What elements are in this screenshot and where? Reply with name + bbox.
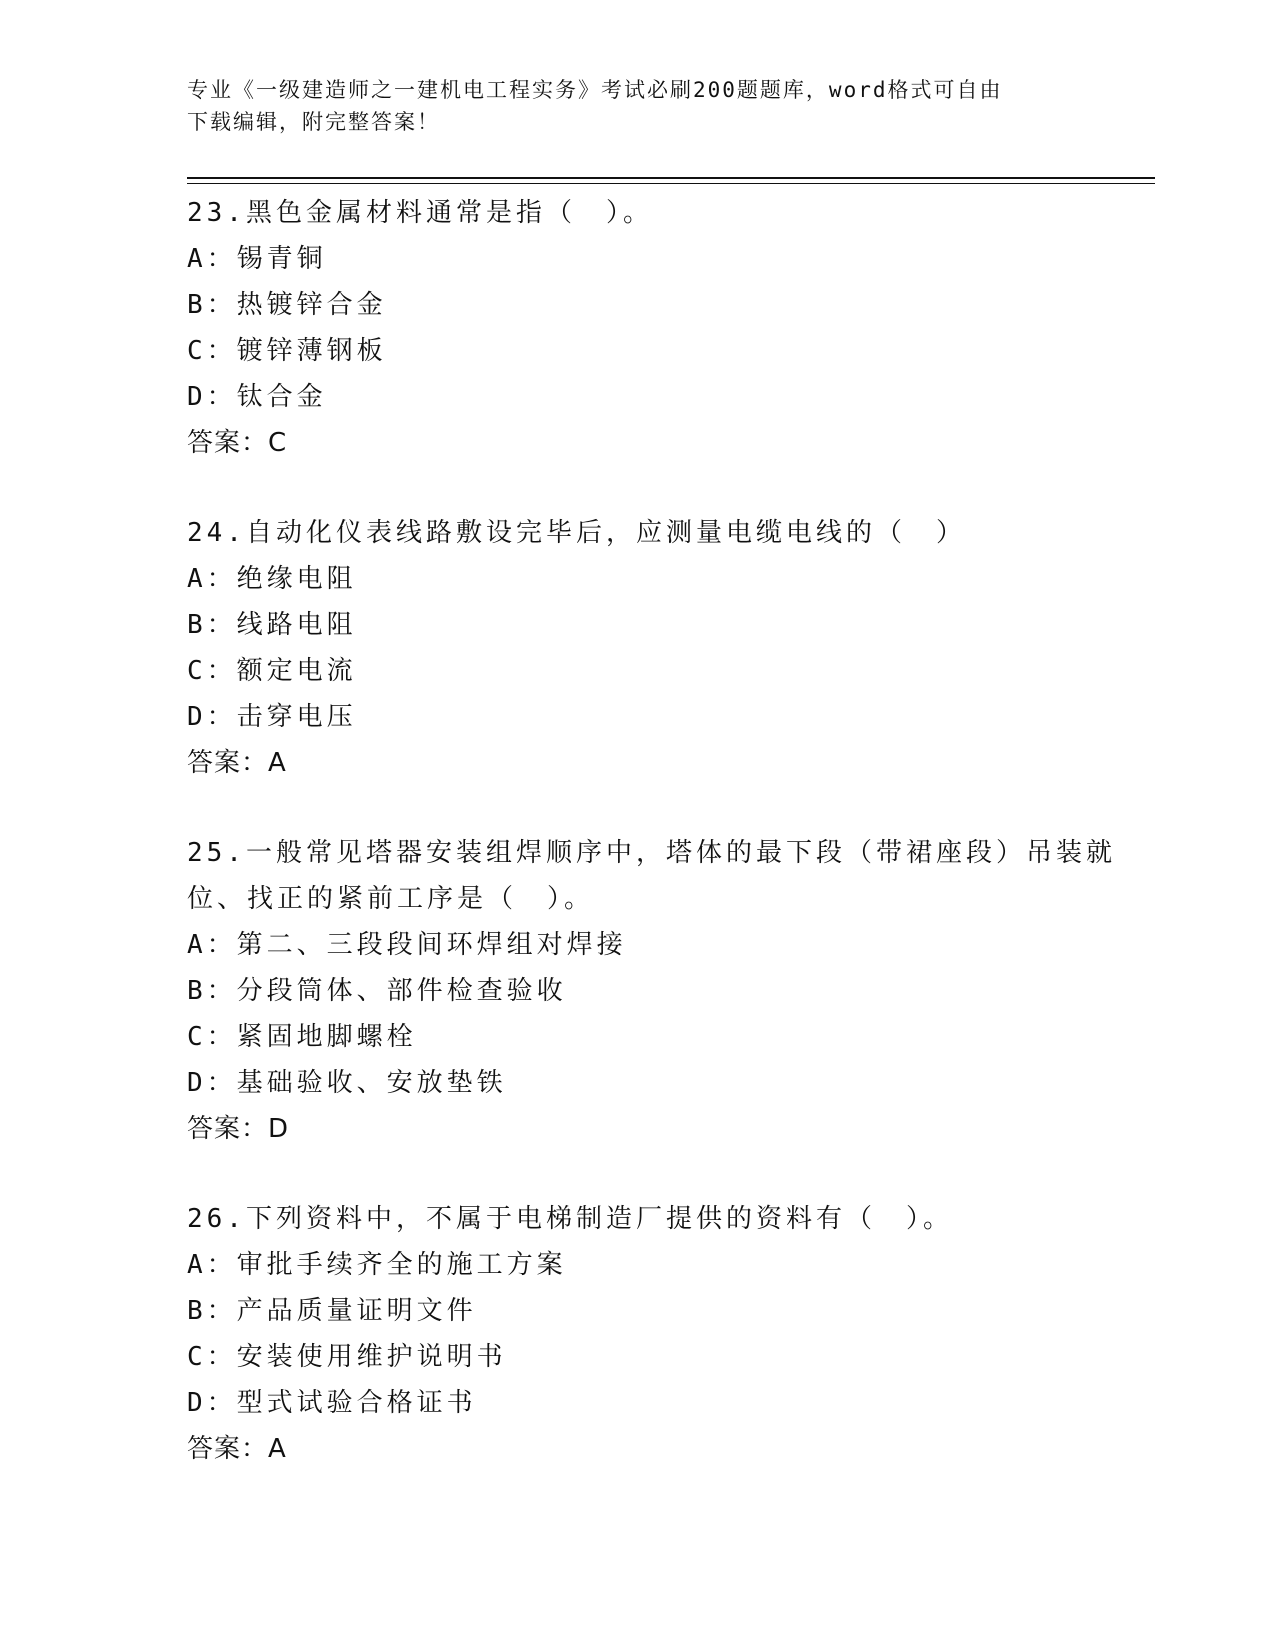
answer: 答案：C xyxy=(187,428,288,458)
option-b: B：分段筒体、部件检查验收 xyxy=(187,976,567,1006)
option-c: C：镀锌薄钢板 xyxy=(187,336,387,366)
question-text: 26.下列资料中，不属于电梯制造厂提供的资料有（ ）。 xyxy=(187,1204,953,1234)
header-divider-thick xyxy=(187,177,1155,179)
question-24 xyxy=(187,510,1137,786)
option-b: B：线路电阻 xyxy=(187,610,357,640)
question-text-line-2: 位、找正的紧前工序是（ ）。 xyxy=(187,884,595,914)
answer: 答案：A xyxy=(187,1434,287,1464)
question-23 xyxy=(187,190,1137,466)
option-c: C：紧固地脚螺栓 xyxy=(187,1022,417,1052)
option-a: A：第二、三段段间环焊组对焊接 xyxy=(187,930,627,960)
question-text: 24.自动化仪表线路敷设完毕后，应测量电缆电线的（ ） xyxy=(187,518,966,548)
question-gap xyxy=(187,1152,1137,1196)
header-line-1: 专业《一级建造师之一建机电工程实务》考试必刷200题题库，word格式可自由 xyxy=(187,78,1003,102)
option-d: D：击穿电压 xyxy=(187,702,357,732)
question-text: 23.黑色金属材料通常是指（ ）。 xyxy=(187,198,653,228)
option-a: A：审批手续齐全的施工方案 xyxy=(187,1250,567,1280)
option-d: D：钛合金 xyxy=(187,382,327,412)
option-c: C：额定电流 xyxy=(187,656,357,686)
header-line-2: 下载编辑，附完整答案！ xyxy=(187,110,440,134)
answer: 答案：D xyxy=(187,1114,290,1144)
option-c: C：安装使用维护说明书 xyxy=(187,1342,507,1372)
option-b: B：产品质量证明文件 xyxy=(187,1296,477,1326)
question-list xyxy=(187,190,1137,1472)
question-gap xyxy=(187,786,1137,830)
page-header xyxy=(187,74,1087,138)
option-d: D：型式试验合格证书 xyxy=(187,1388,477,1418)
option-b: B：热镀锌合金 xyxy=(187,290,387,320)
option-a: A：绝缘电阻 xyxy=(187,564,357,594)
question-text-line-1: 25.一般常见塔器安装组焊顺序中，塔体的最下段（带裙座段）吊装就 xyxy=(187,838,1116,868)
answer: 答案：A xyxy=(187,748,287,778)
header-divider-thin xyxy=(187,183,1155,184)
option-d: D：基础验收、安放垫铁 xyxy=(187,1068,507,1098)
question-25 xyxy=(187,830,1137,1152)
option-a: A：锡青铜 xyxy=(187,244,327,274)
question-26 xyxy=(187,1196,1137,1472)
question-gap xyxy=(187,466,1137,510)
